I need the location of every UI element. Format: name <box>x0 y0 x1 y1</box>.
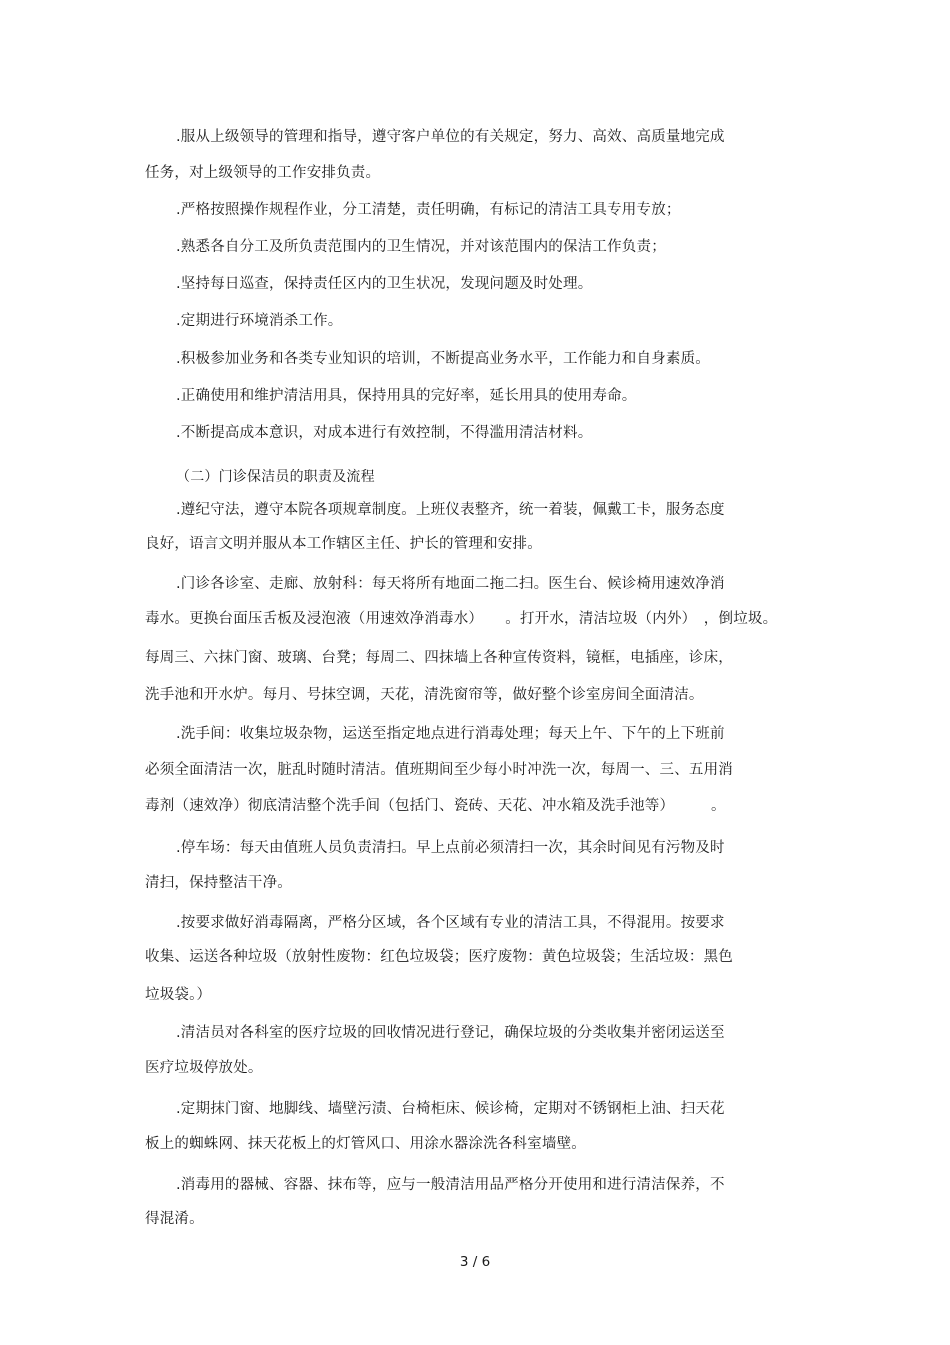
paragraph-line: 得混淆。 <box>145 1211 204 1227</box>
paragraph-line: 毒剂（速效净）彻底清洁整个洗手间（包括门、瓷砖、天花、冲水箱及洗手池等） 。 <box>145 798 726 814</box>
paragraph-line: .门诊各诊室、走廊、放射科：每天将所有地面二拖二扫。医生台、候诊椅用速效净消 <box>176 576 725 592</box>
paragraph-line: .积极参加业务和各类专业知识的培训，不断提高业务水平，工作能力和自身素质。 <box>176 351 711 367</box>
paragraph-line: .遵纪守法，遵守本院各项规章制度。上班仪表整齐，统一着装，佩戴工卡，服务态度 <box>176 502 725 518</box>
paragraph-line: 每周三、六抹门窗、玻璃、台凳；每周二、四抹墙上各种宣传资料，镜框，电插座，诊床， <box>145 650 733 666</box>
paragraph-line: 板上的蜘蛛网、抹天花板上的灯管风口、用涂水器涂洗各科室墙壁。 <box>145 1136 586 1152</box>
paragraph-line: .清洁员对各科室的医疗垃圾的回收情况进行登记，确保垃圾的分类收集并密闭运送至 <box>176 1025 725 1041</box>
paragraph-line: 清扫，保持整洁干净。 <box>145 875 292 891</box>
section-heading: （二）门诊保洁员的职责及流程 <box>176 469 375 485</box>
paragraph-line: .定期进行环境消杀工作。 <box>176 313 343 329</box>
paragraph-line: .严格按照操作规程作业，分工清楚，责任明确，有标记的清洁工具专用专放； <box>176 202 681 218</box>
paragraph-line: .正确使用和维护清洁用具，保持用具的完好率，延长用具的使用寿命。 <box>176 388 637 404</box>
paragraph-line: .服从上级领导的管理和指导，遵守客户单位的有关规定，努力、高效、高质量地完成 <box>176 129 725 145</box>
paragraph-line: 任务，对上级领导的工作安排负责。 <box>145 165 381 181</box>
paragraph-line: 医疗垃圾停放处。 <box>145 1060 263 1076</box>
paragraph-line: .洗手间：收集垃圾杂物，运送至指定地点进行消毒处理；每天上午、下午的上下班前 <box>176 726 725 742</box>
page-number: 3 / 6 <box>459 1254 491 1270</box>
paragraph-line: 必须全面清洁一次，脏乱时随时清洁。值班期间至少每小时冲洗一次，每周一、三、五用消 <box>145 762 733 778</box>
paragraph-line: 洗手池和开水炉。每月、号抹空调，天花，清洗窗帘等，做好整个诊室房间全面清洁。 <box>145 687 704 703</box>
paragraph-line: .坚持每日巡查，保持责任区内的卫生状况，发现问题及时处理。 <box>176 276 593 292</box>
paragraph-line: .消毒用的器械、容器、抹布等，应与一般清洁用品严格分开使用和进行清洁保养，不 <box>176 1177 725 1193</box>
paragraph-line: .停车场：每天由值班人员负责清扫。早上点前必须清扫一次，其余时间见有污物及时 <box>176 840 725 856</box>
paragraph-line: .按要求做好消毒隔离，严格分区域，各个区域有专业的清洁工具，不得混用。按要求 <box>176 915 725 931</box>
paragraph-line: .定期抹门窗、地脚线、墙壁污渍、台椅柜床、候诊椅，定期对不锈钢柜上油、扫天花 <box>176 1101 725 1117</box>
paragraph-line: 毒水。更换台面压舌板及浸泡液（用速效净消毒水） 。打开水，清洁垃圾（内外） ，倒垃圾。 <box>145 611 778 627</box>
paragraph-line: 良好，语言文明并服从本工作辖区主任、护长的管理和安排。 <box>145 536 542 552</box>
paragraph-line: 垃圾袋。） <box>145 987 212 1003</box>
paragraph-line: .熟悉各自分工及所负责范围内的卫生情况，并对该范围内的保洁工作负责； <box>176 239 666 255</box>
paragraph-line: .不断提高成本意识，对成本进行有效控制，不得滥用清洁材料。 <box>176 425 593 441</box>
paragraph-line: 收集、运送各种垃圾（放射性废物：红色垃圾袋；医疗废物：黄色垃圾袋；生活垃圾：黑色 <box>145 949 733 965</box>
